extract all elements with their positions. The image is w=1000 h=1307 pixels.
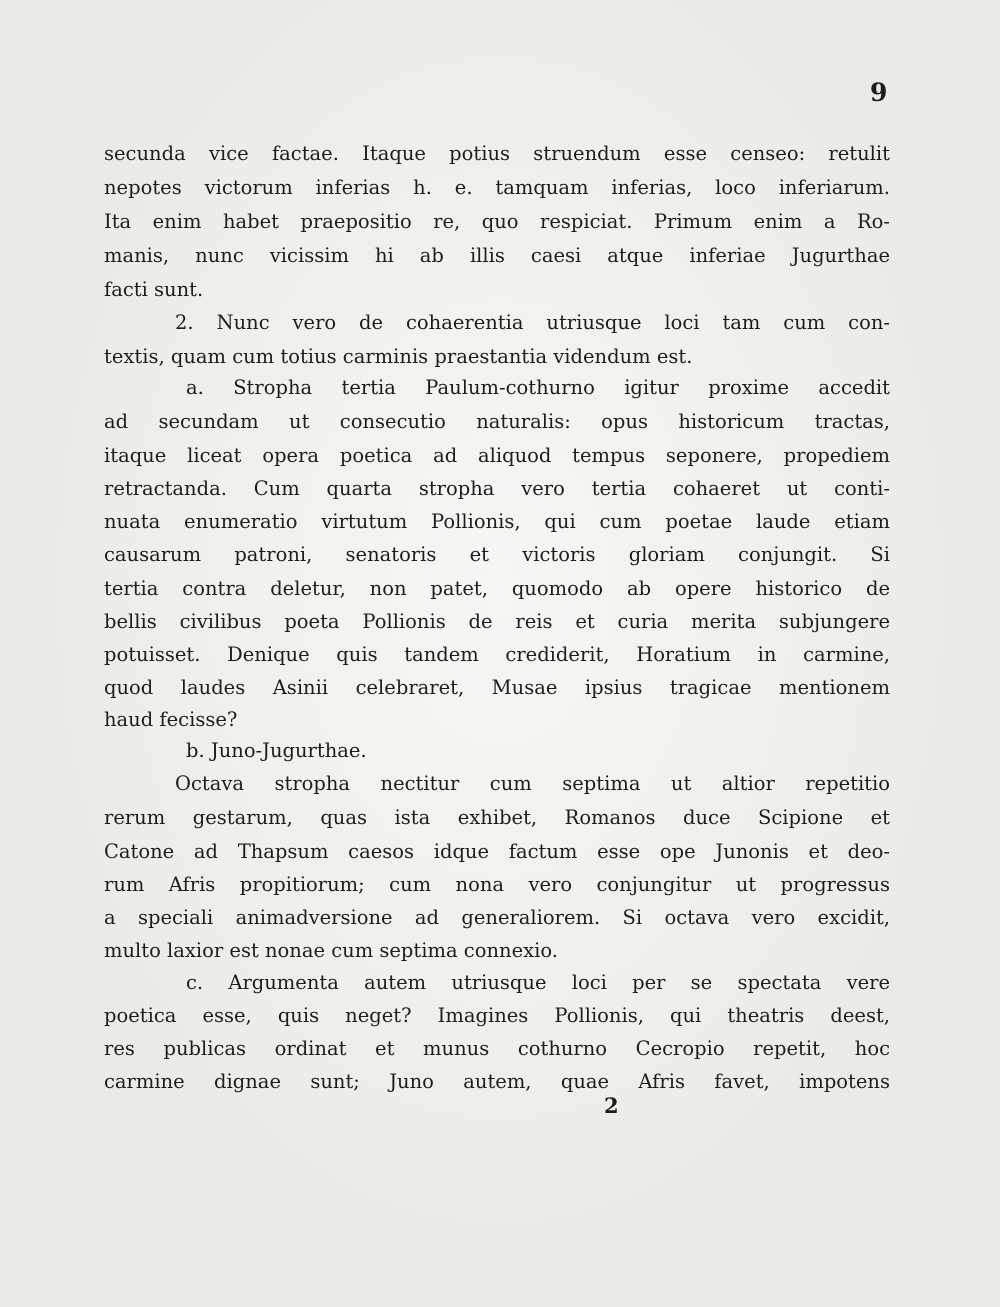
text-line: multo laxior est nonae cum septima connexio. — [104, 939, 558, 962]
text-line: facti sunt. — [104, 278, 204, 301]
text-line: textis, quam cum totius carminis praestantia videndum est. — [104, 345, 693, 368]
page-number: 9 — [870, 78, 888, 107]
text-line: potuisset. Denique quis tandem crediderit, Horatium in carmine, — [104, 643, 890, 666]
text-line: retractanda. Cum quarta stropha vero tertia cohaeret ut conti- — [104, 477, 890, 500]
text-line: poetica esse, quis neget? Imagines Pollionis, qui theatris deest, — [104, 1004, 890, 1027]
signature-mark: 2 — [604, 1093, 619, 1118]
text-line: nepotes victorum inferias h. e. tamquam inferias, loco inferiarum. — [104, 176, 890, 199]
text-line: manis, nunc vicissim hi ab illis caesi atque inferiae Jugurthae — [104, 244, 890, 267]
text-line: res publicas ordinat et munus cothurno Cecropio repetit, hoc — [104, 1037, 890, 1060]
text-line: carmine dignae sunt; Juno autem, quae Afris favet, impotens — [104, 1070, 890, 1093]
text-line: Catone ad Thapsum caesos idque factum esse ope Junonis et deo- — [104, 840, 890, 863]
text-line: haud fecisse? — [104, 708, 238, 731]
text-line: secunda vice factae. Itaque potius struendum esse censeo: retulit — [104, 142, 890, 165]
text-line: causarum patroni, senatoris et victoris gloriam conjungit. Si — [104, 543, 890, 566]
text-line: quod laudes Asinii celebraret, Musae ipsius tragicae mentionem — [104, 676, 890, 699]
text-line: tertia contra deletur, non patet, quomodo ab opere historico de — [104, 577, 890, 600]
text-line: nuata enumeratio virtutum Pollionis, qui cum poetae laude etiam — [104, 510, 890, 533]
text-line: itaque liceat opera poetica ad aliquod tempus seponere, propediem — [104, 444, 890, 467]
text-line: rerum gestarum, quas ista exhibet, Romanos duce Scipione et — [104, 806, 890, 829]
text-line: a speciali animadversione ad generaliorem. Si octava vero excidit, — [104, 906, 890, 929]
section-heading: b. Juno-Jugurthae. — [186, 739, 367, 762]
text-line: ad secundam ut consecutio naturalis: opus historicum tractas, — [104, 410, 890, 433]
text-line: Octava stropha nectitur cum septima ut altior repetitio — [175, 772, 890, 795]
text-line: rum Afris propitiorum; cum nona vero conjungitur ut progressus — [104, 873, 890, 896]
text-line: Ita enim habet praepositio re, quo respiciat. Primum enim a Ro- — [104, 210, 890, 233]
text-line: 2. Nunc vero de cohaerentia utriusque loci tam cum con- — [175, 311, 890, 334]
text-line: bellis civilibus poeta Pollionis de reis et curia merita subjungere — [104, 610, 890, 633]
text-line: a. Stropha tertia Paulum-cothurno igitur proxime accedit — [186, 376, 890, 399]
text-line: c. Argumenta autem utriusque loci per se spectata vere — [186, 971, 890, 994]
